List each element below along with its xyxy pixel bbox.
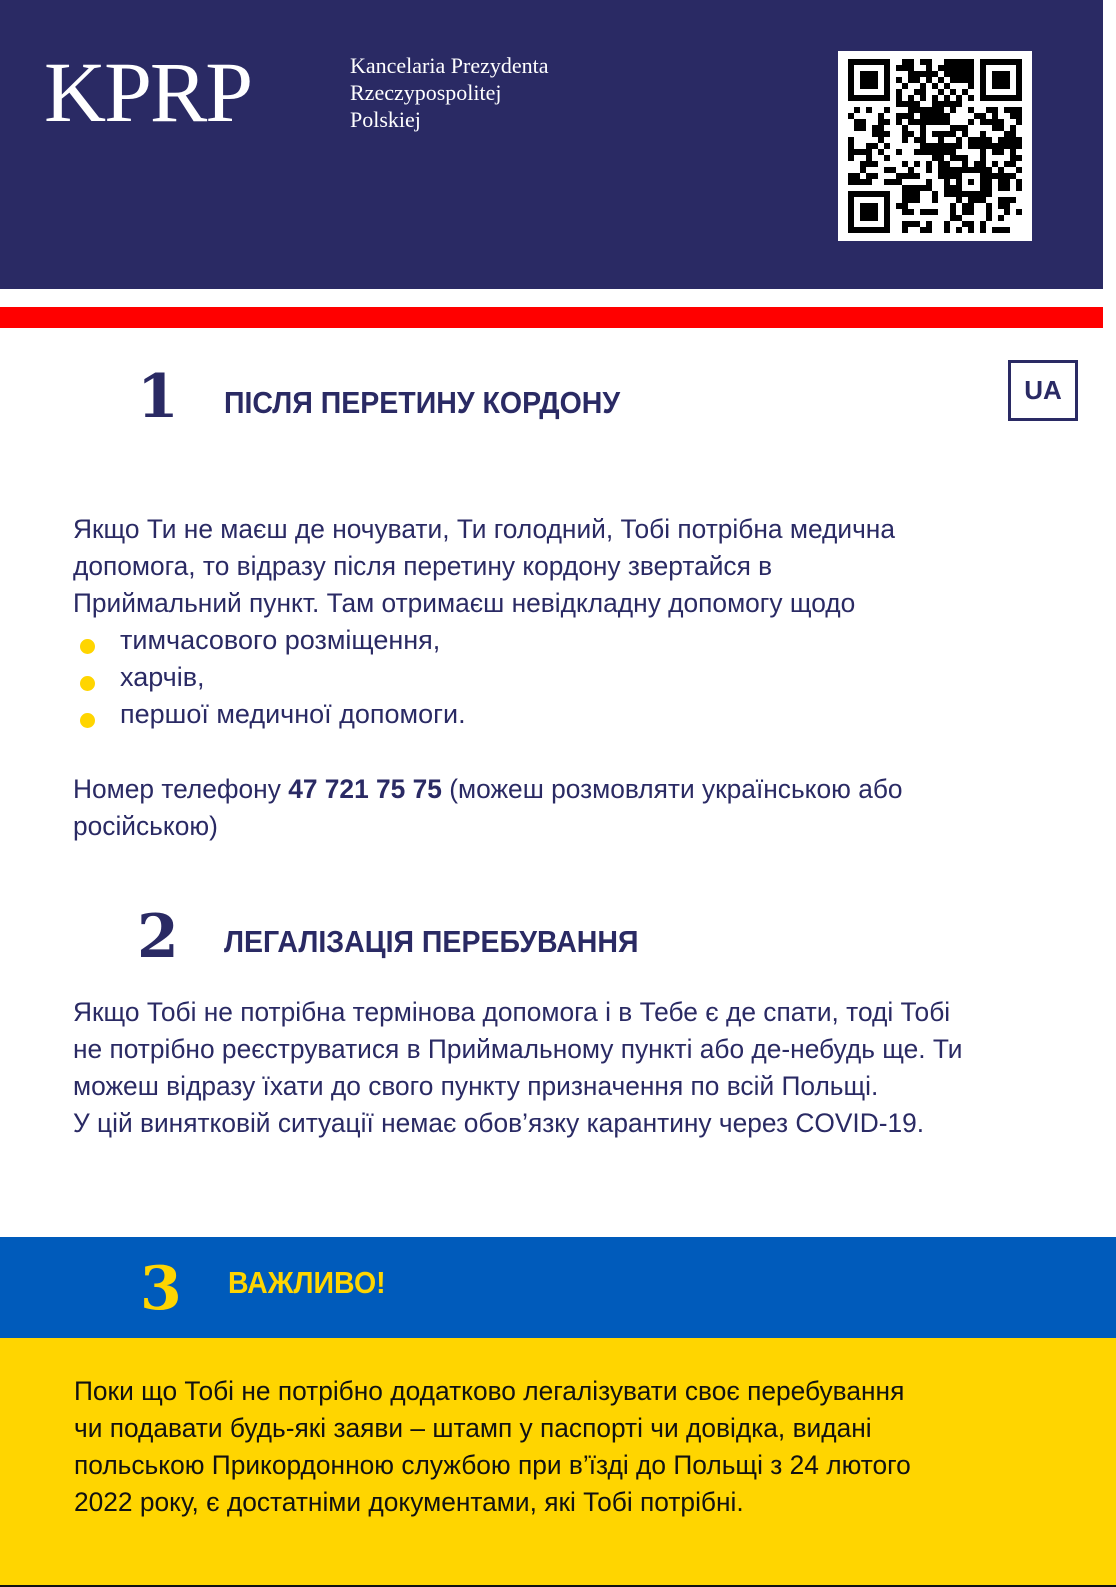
phone-suffix: (можеш розмовляти українською або [441, 774, 903, 804]
kprp-logo: KPRP [44, 44, 252, 140]
important-header-band [0, 1237, 1116, 1338]
list-item-text: харчів, [120, 662, 205, 692]
org-name-line: Rzeczypospolitej [350, 80, 502, 105]
paragraph-line: допомога, то відразу після перетину кордону звертайся в [73, 551, 773, 581]
paragraph-line: можеш відразу їхати до свого пункту призначення по всій Польщі. [73, 1071, 879, 1101]
section-2-title: ЛЕГАЛІЗАЦІЯ ПЕРЕБУВАННЯ [224, 924, 639, 959]
paragraph-line: Якщо Ти не маєш де ночувати, Ти голодний, Тобі потрібна медична [73, 514, 895, 544]
section-3-paragraph [74, 1373, 932, 1521]
red-stripe [0, 307, 1103, 328]
list-item-text: першої медичної допомоги. [120, 699, 466, 729]
paragraph-line: Приймальний пункт. Там отримаєш невідкладну допомогу щодо [73, 588, 856, 618]
bullet-dot-icon [80, 713, 95, 728]
paragraph-line: не потрібно реєструватися в Приймальному пункті або де-небудь ще. Ти [73, 1034, 963, 1064]
section-3-title: ВАЖЛИВО! [228, 1265, 386, 1300]
phone-number-link[interactable]: 47 721 75 75 [288, 774, 442, 804]
section-2-number: 2 [137, 902, 179, 972]
list-item [80, 622, 466, 659]
phone-info [73, 771, 1083, 845]
list-item [80, 659, 466, 696]
paragraph-line: польською Прикордонною службою при в’їзді до Польщі з 24 лютого [74, 1450, 911, 1480]
qr-code-icon[interactable] [838, 51, 1032, 241]
help-list [80, 622, 466, 733]
section-1-title: ПІСЛЯ ПЕРЕТИНУ КОРДОНУ [224, 385, 621, 420]
list-item [80, 696, 466, 733]
section-1-number: 1 [137, 362, 179, 432]
paragraph-line: Поки що Тобі не потрібно додатково легалізувати своє перебування [74, 1376, 905, 1406]
section-2-paragraph [73, 994, 1083, 1142]
qr-code-graphic [848, 59, 1022, 233]
org-name-line: Polskiej [350, 107, 421, 132]
list-item-text: тимчасового розміщення, [120, 625, 441, 655]
paragraph-line: Якщо Тобі не потрібна термінова допомога і в Тебе є де спати, тоді Тобі [73, 997, 951, 1027]
section-3-number: 3 [140, 1254, 182, 1324]
paragraph-line: У цій винятковій ситуації немає обов’язку карантину через COVID-19. [73, 1108, 925, 1138]
org-name-line: Kancelaria Prezydenta [350, 53, 549, 78]
section-1-paragraph [73, 511, 1083, 622]
phone-prefix: Номер телефону [73, 774, 289, 804]
language-badge: UA [1008, 360, 1078, 421]
phone-line [73, 771, 1058, 808]
paragraph-line: чи подавати будь-які заяви – штамп у паспорті чи довідка, видані [74, 1413, 872, 1443]
phone-suffix-line2: російською) [73, 811, 218, 841]
bullet-dot-icon [80, 676, 95, 691]
header-banner [0, 0, 1103, 289]
bullet-dot-icon [80, 639, 95, 654]
organization-name [350, 52, 549, 133]
paragraph-line: 2022 року, є достатніми документами, які Тобі потрібні. [74, 1487, 744, 1517]
